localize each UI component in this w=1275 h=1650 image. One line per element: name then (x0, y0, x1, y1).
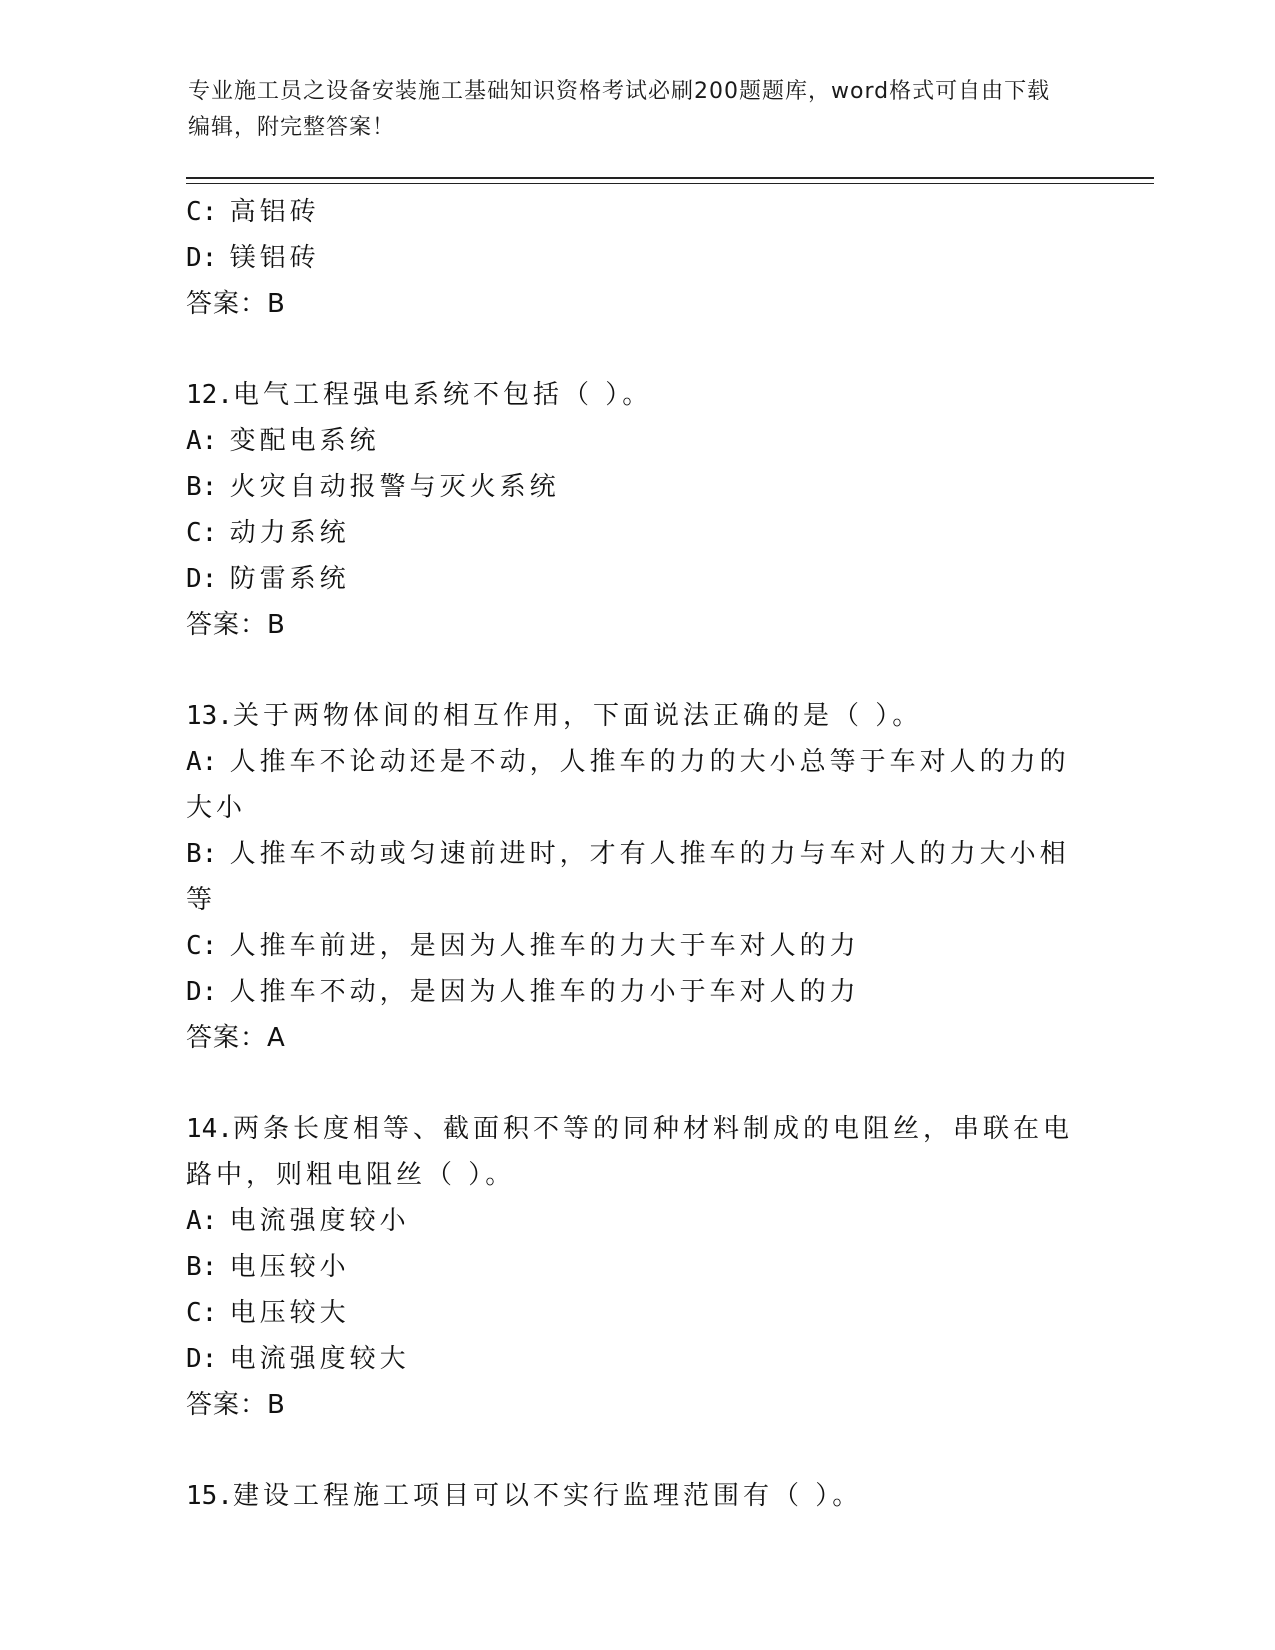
option-text: 人推车不动，是因为人推车的力小于车对人的力 (229, 977, 860, 1007)
option-c (186, 189, 1086, 235)
option-d (186, 1336, 1086, 1382)
question-stem (186, 372, 1086, 418)
option-label: C: (186, 931, 218, 961)
question-number: 15. (186, 1481, 233, 1511)
option-text: 动力系统 (229, 518, 350, 548)
option-c (186, 923, 1086, 969)
option-label: A: (186, 1206, 218, 1236)
question-text: 两条长度相等、截面积不等的同种材料制成的电阻丝，串联在电路中，则粗电阻丝（ ）。 (186, 1114, 1073, 1190)
question-number: 12. (186, 380, 233, 410)
question-stem (186, 1473, 1086, 1519)
question-13 (186, 693, 1086, 1061)
option-text: 变配电系统 (229, 426, 380, 456)
option-label: B: (186, 472, 218, 502)
question-text: 电气工程强电系统不包括（ ）。 (232, 380, 653, 410)
question-12 (186, 372, 1086, 648)
header-rule-thin (186, 183, 1154, 184)
option-b (186, 1244, 1086, 1290)
question-gap (186, 1428, 1086, 1473)
answer-line: 答案：B (186, 610, 286, 640)
option-c (186, 1290, 1086, 1336)
option-label: D: (186, 564, 218, 594)
option-text: 镁铝砖 (229, 243, 320, 273)
partial-question (186, 189, 1086, 327)
option-text: 电流强度较小 (229, 1206, 410, 1236)
question-text: 关于两物体间的相互作用，下面说法正确的是（ ）。 (232, 701, 923, 731)
question-gap (186, 1061, 1086, 1106)
option-d (186, 969, 1086, 1015)
question-number: 14. (186, 1114, 233, 1144)
question-gap (186, 648, 1086, 693)
option-d (186, 235, 1086, 281)
option-c (186, 510, 1086, 556)
question-number: 13. (186, 701, 233, 731)
option-d (186, 556, 1086, 602)
option-label: B: (186, 1252, 218, 1282)
option-a (186, 739, 1086, 831)
question-text: 建设工程施工项目可以不实行监理范围有（ ）。 (232, 1481, 863, 1511)
answer-line: 答案：A (186, 1023, 286, 1053)
answer-line: 答案：B (186, 1390, 286, 1420)
option-text: 人推车前进，是因为人推车的力大于车对人的力 (229, 931, 860, 961)
question-stem (186, 1106, 1086, 1198)
option-label: C: (186, 1298, 218, 1328)
option-label: A: (186, 747, 218, 777)
document-header: 专业施工员之设备安装施工基础知识资格考试必刷200题题库，word格式可自由下载编辑，附完整答案！ (188, 79, 1051, 140)
option-label: B: (186, 839, 218, 869)
option-label: D: (186, 1344, 218, 1374)
option-label: A: (186, 426, 218, 456)
option-text: 人推车不动或匀速前进时，才有人推车的力与车对人的力大小相等 (186, 839, 1070, 915)
option-label: C: (186, 518, 218, 548)
option-text: 电流强度较大 (229, 1344, 410, 1374)
option-b (186, 831, 1086, 923)
header-rule-thick (186, 177, 1154, 179)
option-label: C: (186, 197, 218, 227)
question-15 (186, 1473, 1086, 1519)
option-text: 人推车不论动还是不动，人推车的力的大小总等于车对人的力的大小 (186, 747, 1070, 823)
question-stem (186, 693, 1086, 739)
question-gap (186, 327, 1086, 372)
option-label: D: (186, 977, 218, 1007)
option-text: 火灾自动报警与灭火系统 (229, 472, 560, 502)
option-b (186, 464, 1086, 510)
question-14 (186, 1106, 1086, 1428)
option-a (186, 418, 1086, 464)
option-text: 高铝砖 (229, 197, 320, 227)
question-content (186, 189, 1086, 1519)
option-label: D: (186, 243, 218, 273)
option-text: 电压较大 (229, 1298, 350, 1328)
option-text: 电压较小 (229, 1252, 350, 1282)
answer-line: 答案：B (186, 289, 286, 319)
option-a (186, 1198, 1086, 1244)
option-text: 防雷系统 (229, 564, 350, 594)
